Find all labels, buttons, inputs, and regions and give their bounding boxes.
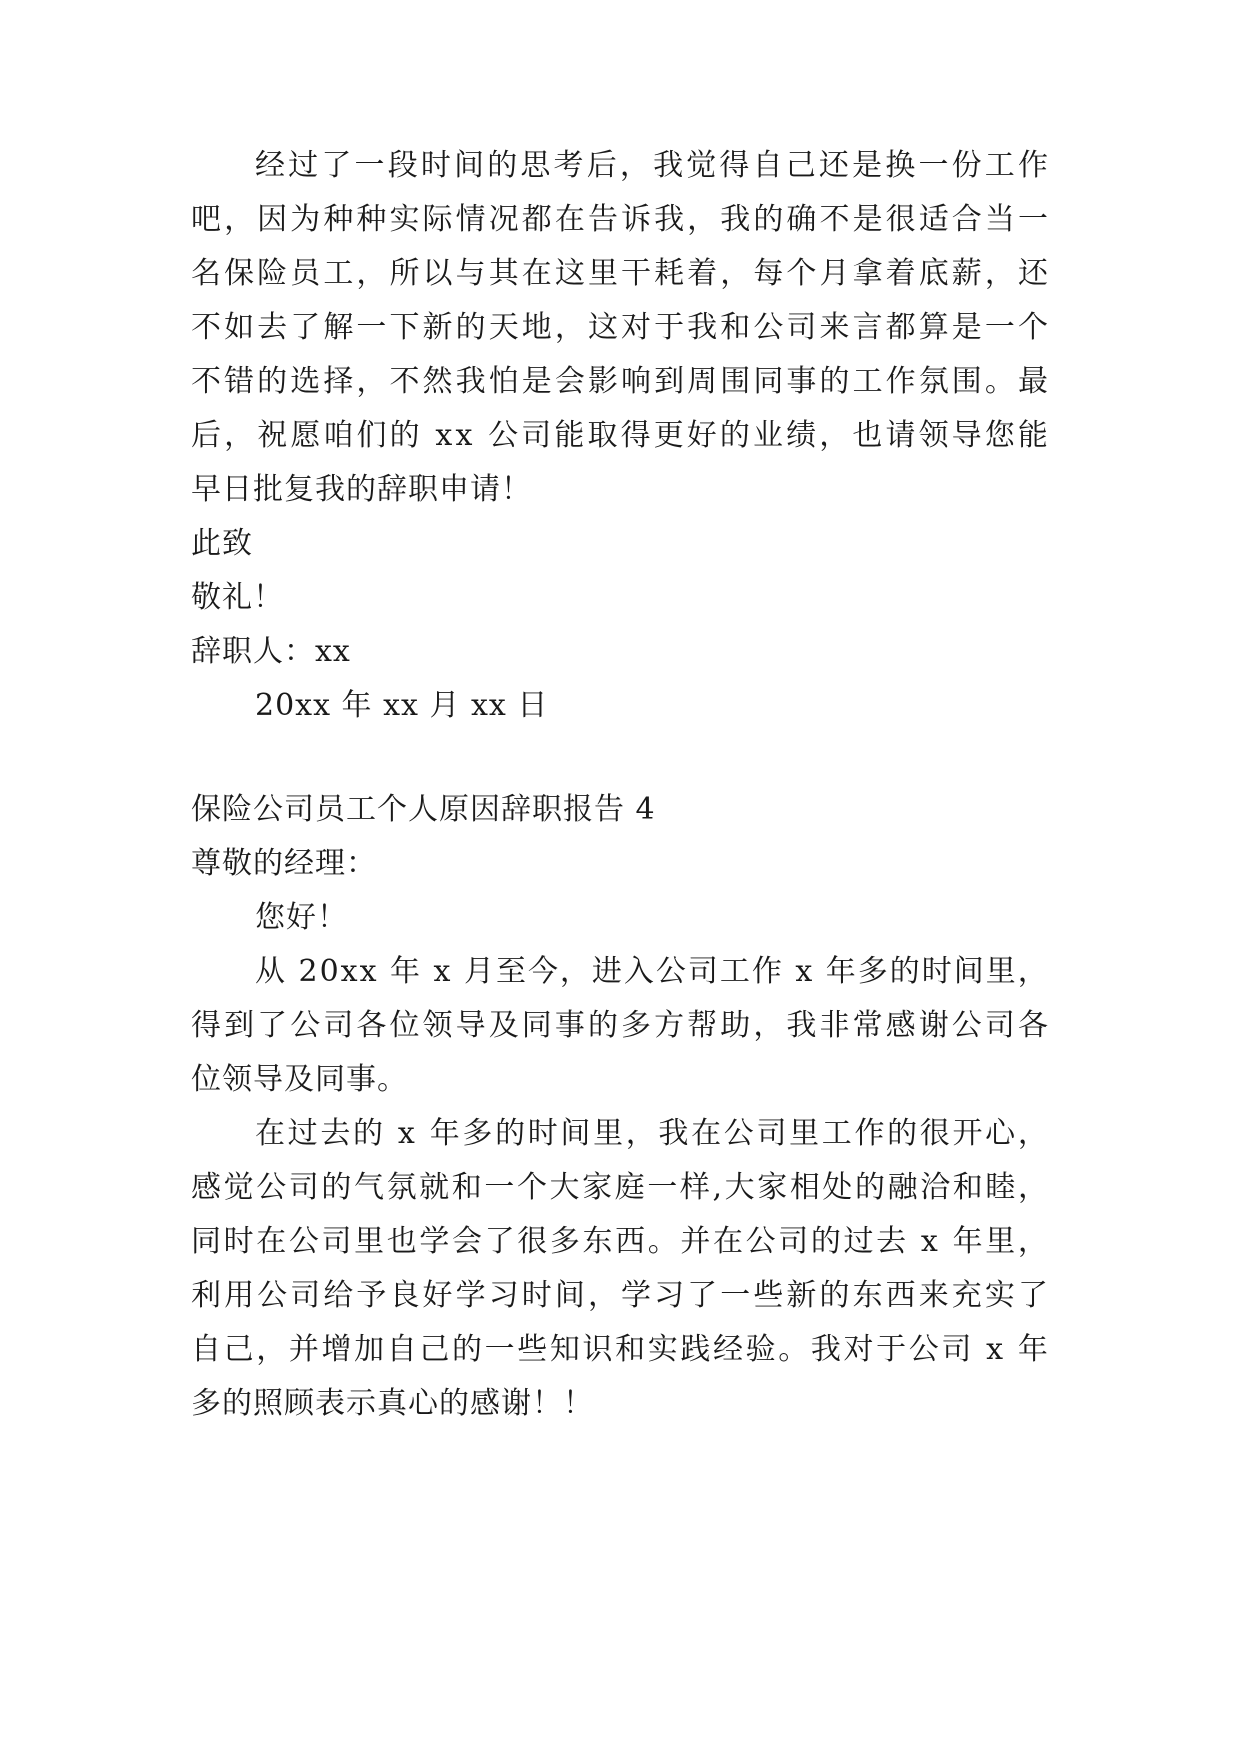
salute-text: 敬礼！: [191, 580, 284, 615]
paragraph-line: 自 己 ， 并 增 加 自 己 的 一 些 知 识 和 实 践 经 验 。 我 对 于 公 司 x 年: [191, 1332, 1049, 1367]
paragraph-line: 利 用 公 司 给 予 良 好 学 习 时 间 ， 学 习 了 一 些 新 的 东 西 来 充 实 了: [191, 1278, 1049, 1313]
paragraph-line: 不 错 的 选 择 ， 不 然 我 怕 是 会 影 响 到 周 围 同 事 的 工 作 氛 围 。 最: [191, 364, 1049, 399]
greeting-text: 您好！: [255, 900, 348, 935]
paragraph-line: 在 过 去 的 x 年 多 的 时 间 里 ， 我 在 公 司 里 工 作 的 很 开 心 ，: [255, 1116, 1049, 1151]
addressee-text: 尊敬的经理：: [191, 846, 377, 881]
paragraph-line: 名 保 险 员 工 ， 所 以 与 其 在 这 里 干 耗 着 ， 每 个 月 拿 着 底 薪 ， 还: [191, 256, 1049, 291]
paragraph-line: 位领导及同事。: [191, 1062, 408, 1097]
paragraph-line: 不 如 去 了 解 一 下 新 的 天 地 ， 这 对 于 我 和 公 司 来 言 都 算 是 一 个: [191, 310, 1049, 345]
paragraph-line: 吧 ， 因 为 种 种 实 际 情 况 都 在 告 诉 我 ， 我 的 确 不 是 很 适 合 当 一: [191, 202, 1049, 237]
paragraph-line: 感 觉 公 司 的 气 氛 就 和 一 个 大 家 庭 一 样 , 大 家 相 处 的 融 洽 和 睦 ，: [191, 1170, 1049, 1205]
paragraph-line: 得 到 了 公 司 各 位 领 导 及 同 事 的 多 方 帮 助 ， 我 非 常 感 谢 公 司 各: [191, 1008, 1049, 1043]
paragraph-line: 后 ， 祝 愿 咱 们 的 x x 公 司 能 取 得 更 好 的 业 绩 ， 也 请 领 导 您 能: [191, 418, 1049, 453]
closing-text: 此致: [191, 526, 253, 561]
section-title: 保险公司员工个人原因辞职报告 4: [191, 792, 656, 827]
paragraph-line: 多的照顾表示真心的感谢！！: [191, 1386, 594, 1421]
date-text: 20xx 年 xx 月 xx 日: [255, 688, 549, 723]
paragraph-line: 早日批复我的辞职申请！: [191, 472, 532, 507]
signature-text: 辞职人：xx: [191, 634, 351, 669]
paragraph-line: 同 时 在 公 司 里 也 学 会 了 很 多 东 西 。 并 在 公 司 的 过 去 x 年 里 ，: [191, 1224, 1049, 1259]
paragraph-line: 从 2 0 x x 年 x 月 至 今 ， 进 入 公 司 工 作 x 年 多 的 时 间 里 ，: [255, 954, 1049, 989]
paragraph-line: 经 过 了 一 段 时 间 的 思 考 后 ， 我 觉 得 自 己 还 是 换 一 份 工 作: [255, 148, 1049, 183]
